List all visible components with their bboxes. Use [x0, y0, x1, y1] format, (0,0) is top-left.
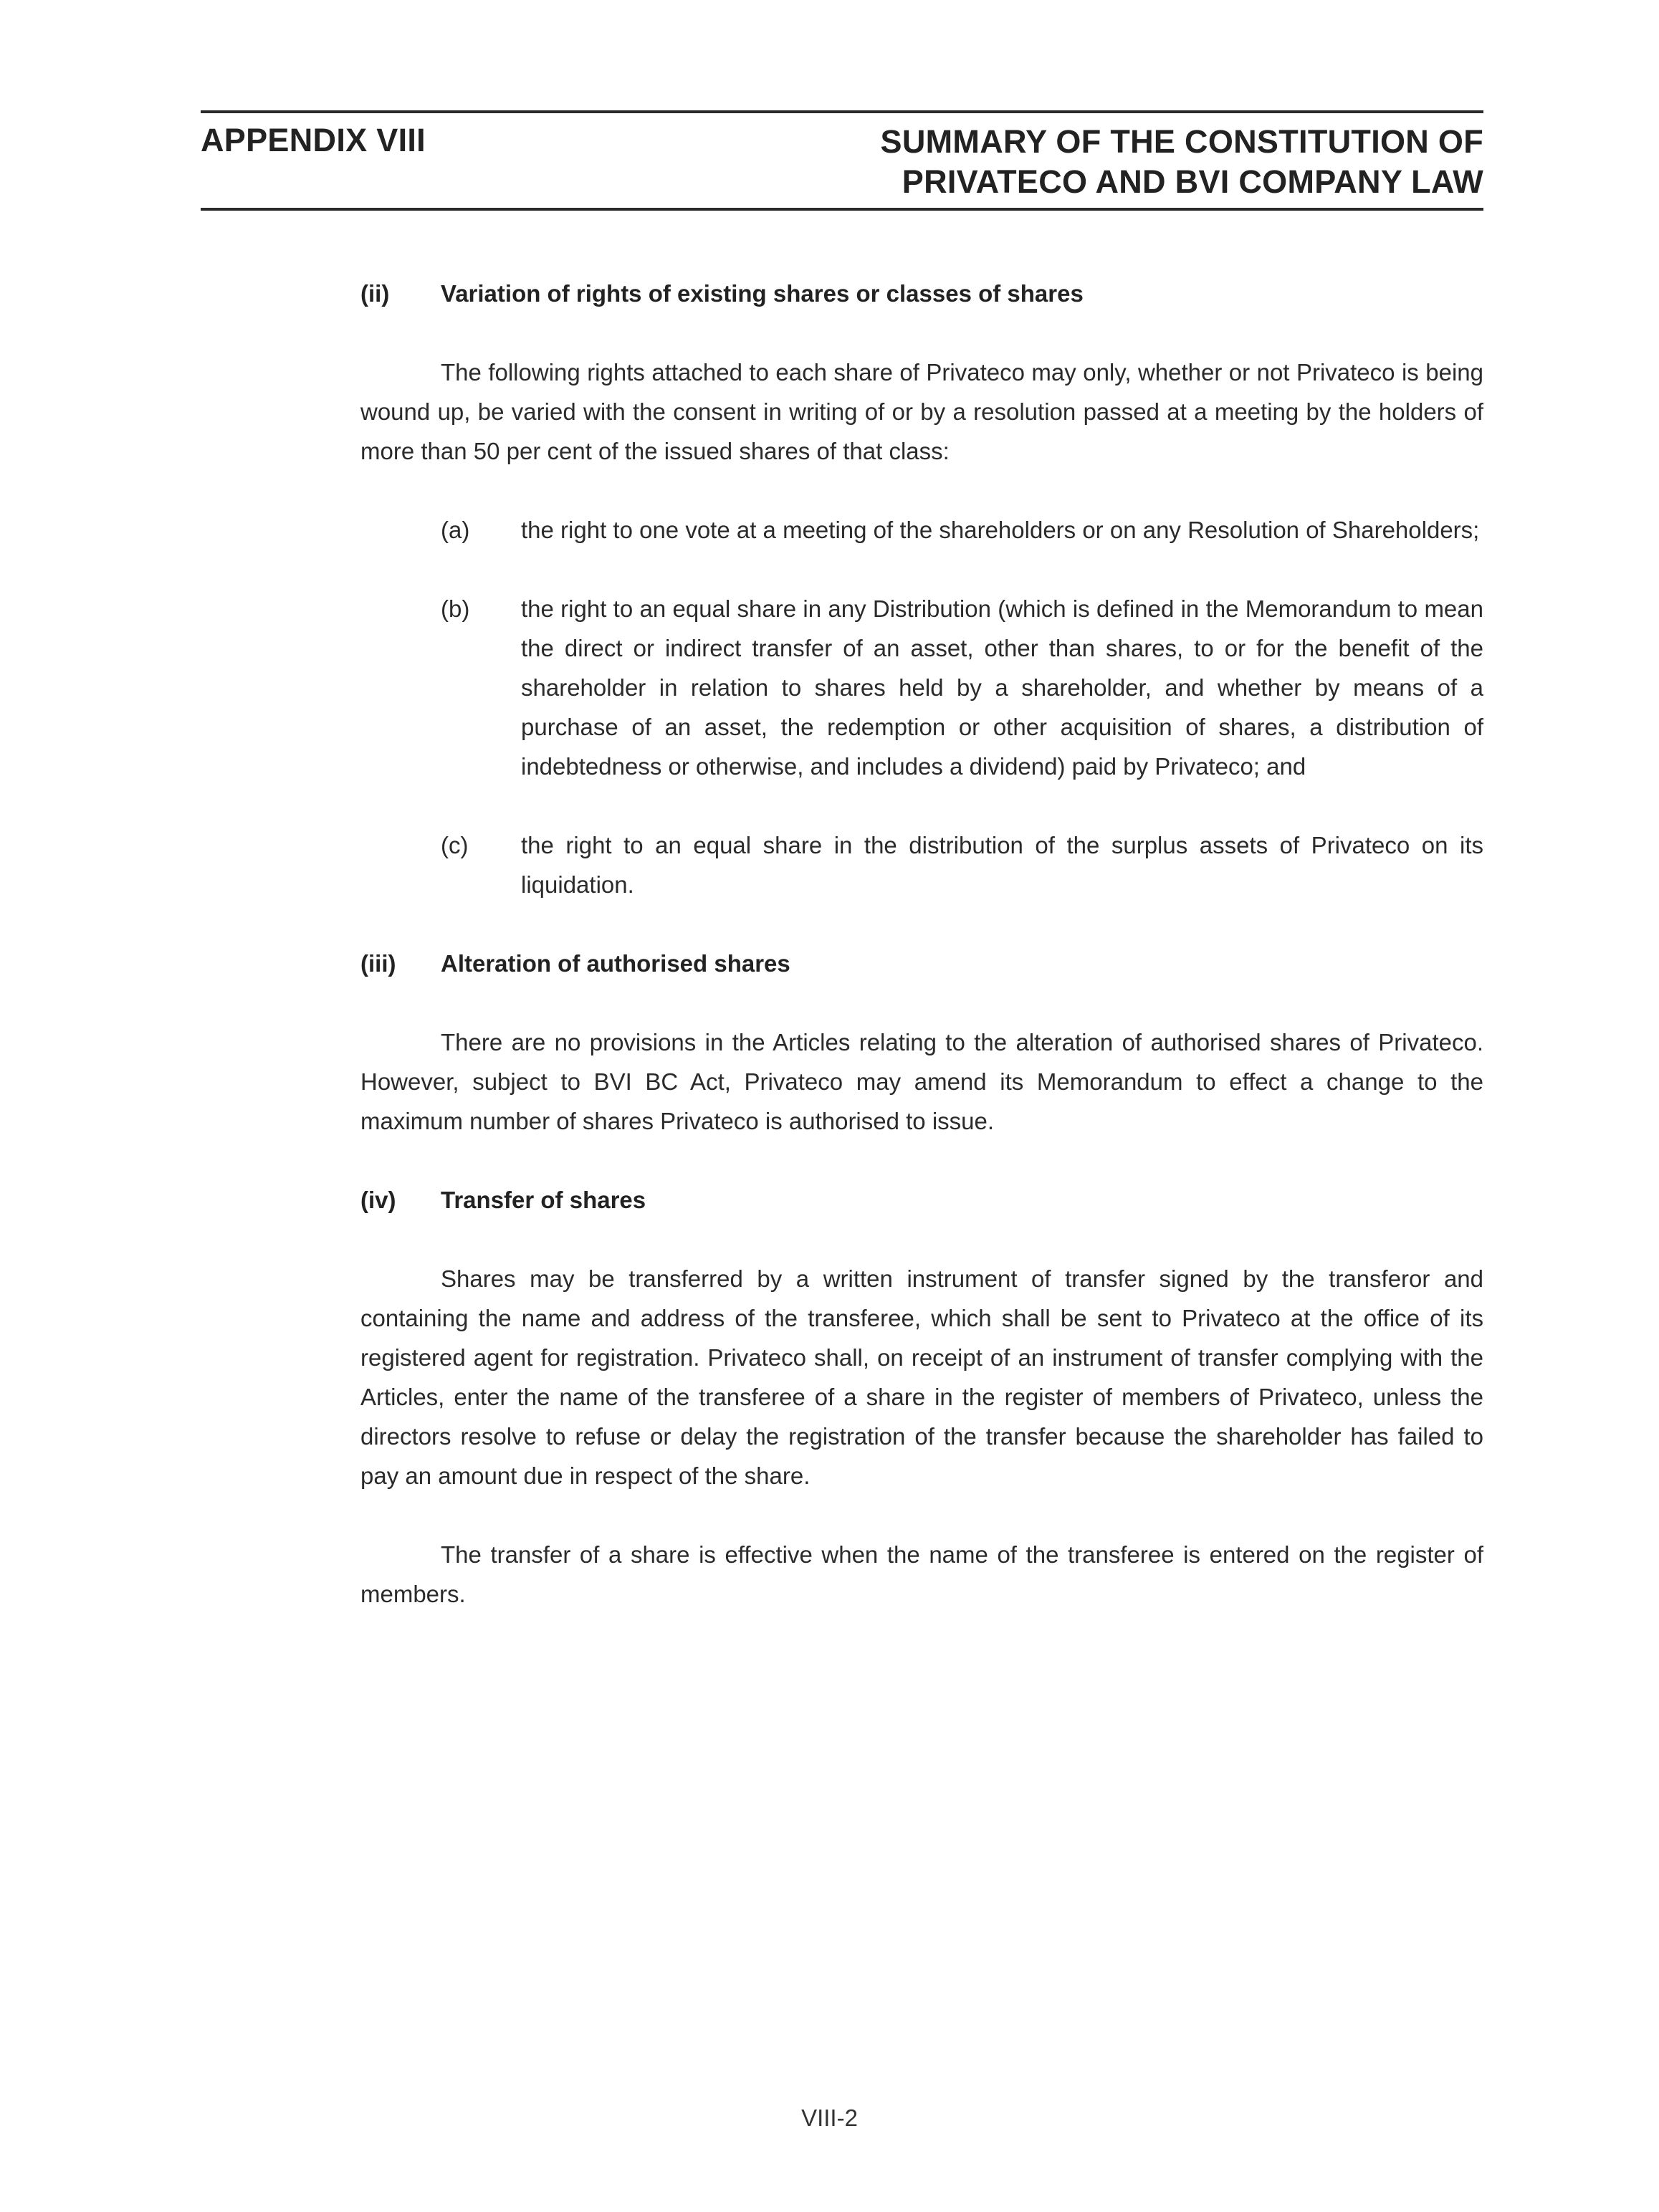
document-title-line-2: PRIVATECO AND BVI COMPANY LAW	[902, 163, 1483, 200]
list-item-b	[441, 589, 1483, 786]
header-bottom-rule	[201, 208, 1483, 211]
list-item-a	[441, 510, 1483, 550]
document-title-line-1: SUMMARY OF THE CONSTITUTION OF	[880, 123, 1483, 160]
section-title: Transfer of shares	[441, 1187, 646, 1213]
document-title	[695, 122, 1483, 202]
list-item-marker: (b)	[441, 595, 470, 622]
section-title: Variation of rights of existing shares or classes of shares	[441, 280, 1084, 307]
list-item-text: the right to one vote at a meeting of the shareholders or on any Resolution of Shareholders;	[521, 517, 1480, 543]
section-iii-paragraph: There are no provisions in the Articles relating to the alteration of authorised shares of Privateco. However, subject to BVI BC Act, Privateco may amend its Memorandum to effect a change to the maximum number of shares Privateco is authorised to issue.	[360, 1029, 1483, 1134]
list-item-text: the right to an equal share in the distribution of the surplus assets of Privateco on its liquidation.	[521, 832, 1483, 898]
section-iv-heading	[360, 1180, 1483, 1220]
document-body	[360, 274, 1483, 1614]
section-iii-heading	[360, 944, 1483, 983]
section-iv-paragraph-1: Shares may be transferred by a written instrument of transfer signed by the transferor and containing the name and address of the transferee, which shall be sent to Privateco at the office of its registered agent for registration. Privateco shall, on receipt of an instrument of transfer complying with the Articles, enter the name of the transferee of a share in the register of members of Privateco, unless the directors resolve to refuse or delay the registration of the transfer because the shareholder has failed to pay an amount due in respect of the share.	[360, 1265, 1483, 1489]
section-title: Alteration of authorised shares	[441, 950, 790, 977]
section-ii-heading	[360, 274, 1483, 313]
list-item-marker: (c)	[441, 832, 469, 858]
list-item-c	[441, 825, 1483, 904]
list-item-text: the right to an equal share in any Distribution (which is defined in the Memorandum to mean the direct or indirect transfer of an asset, other than shares, to or for the benefit of the shareholder in relation to shares held by a shareholder, and whether by means of a purchase of an asset, the redemption or other acquisition of shares, a distribution of indebtedness or otherwise, and includes a dividend) paid by Privateco; and	[521, 595, 1483, 780]
section-number: (iii)	[360, 950, 396, 977]
list-item-marker: (a)	[441, 517, 470, 543]
section-ii-intro: The following rights attached to each share of Privateco may only, whether or not Privateco is being wound up, be varied with the consent in writing of or by a resolution passed at a meeting by the holders of more than 50 per cent of the issued shares of that class:	[360, 359, 1483, 464]
section-iv-paragraph-2: The transfer of a share is effective when the name of the transferee is entered on the register of members.	[360, 1541, 1483, 1607]
header-top-rule	[201, 110, 1483, 113]
section-number: (ii)	[360, 280, 390, 307]
section-number: (iv)	[360, 1187, 396, 1213]
appendix-label: APPENDIX VIII	[201, 122, 426, 158]
page-number: VIII-2	[801, 2105, 858, 2131]
